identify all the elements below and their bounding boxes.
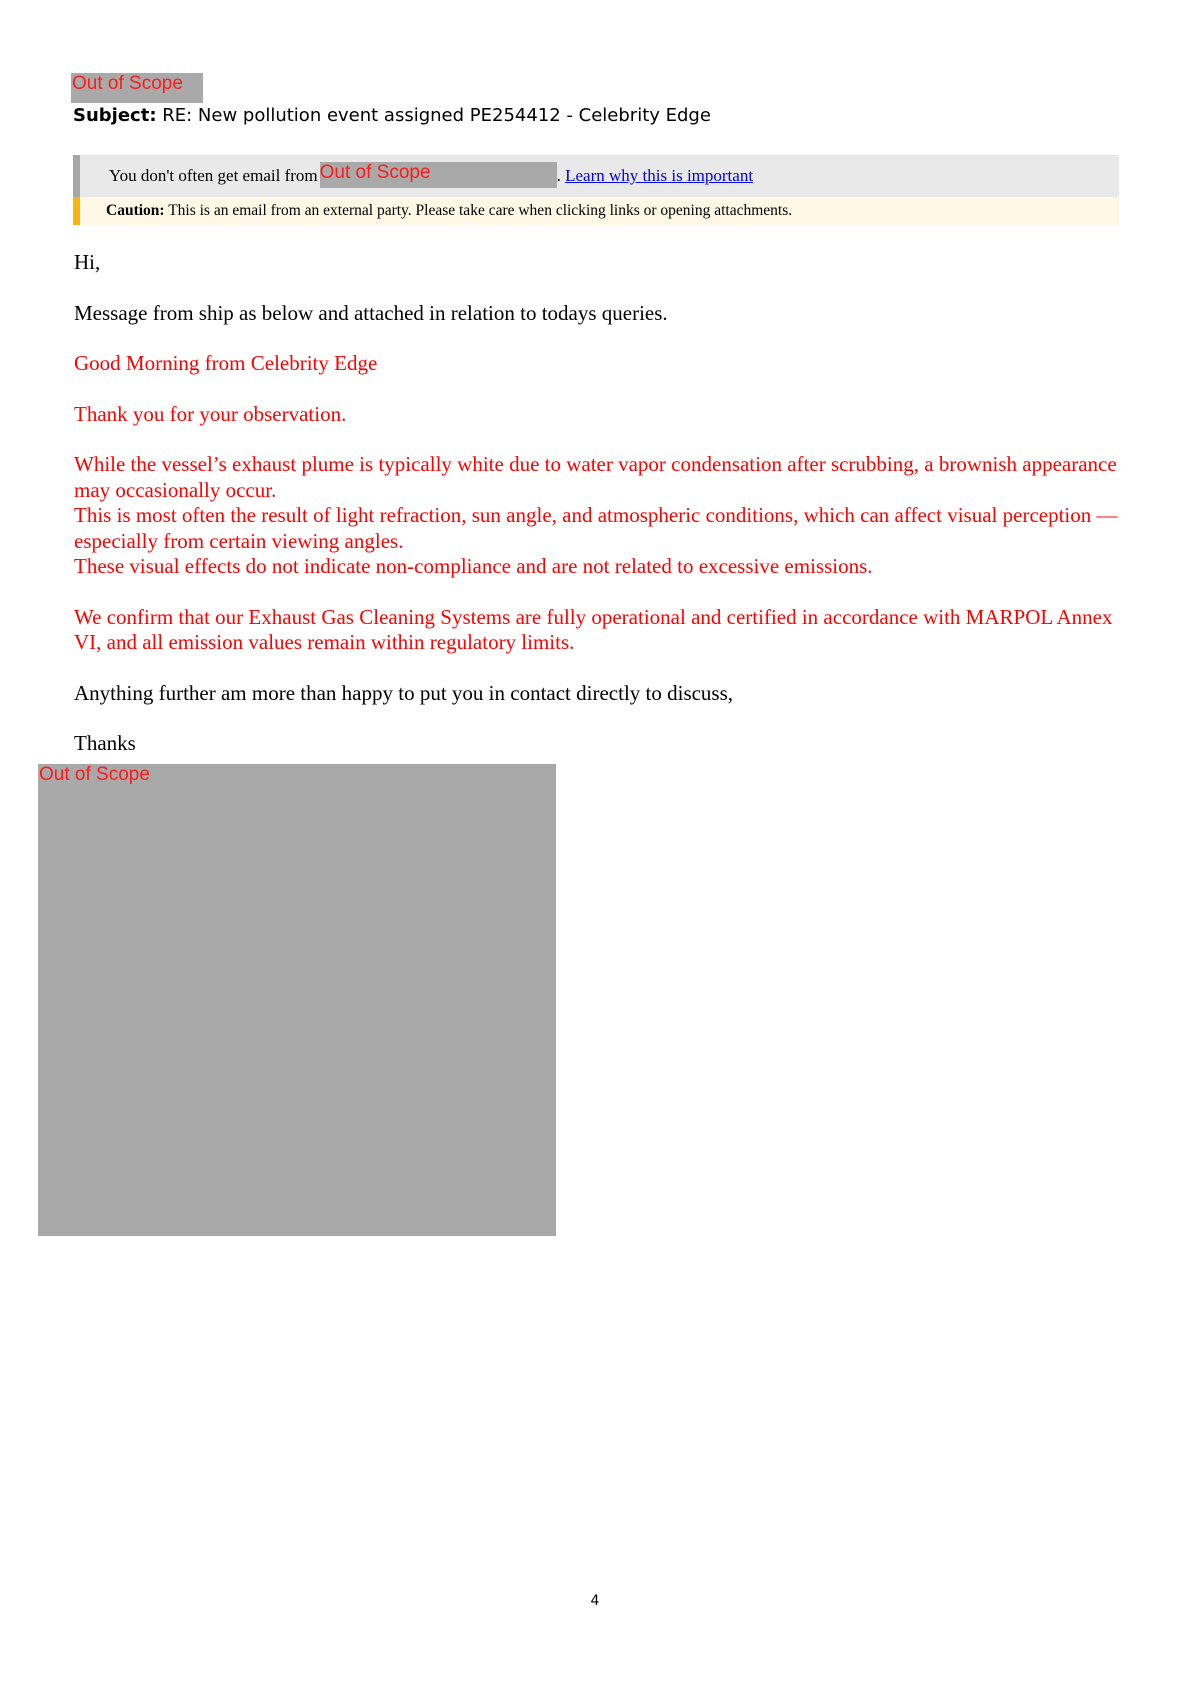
- explanation-line-3: These visual effects do not indicate non-compliance and are not related to excessive emissions.: [74, 554, 873, 578]
- page-number: 4: [590, 1593, 600, 1609]
- email-subject: [73, 103, 711, 129]
- sender-redaction: Out of Scope: [71, 73, 203, 103]
- subject-text: RE: New pollution event assigned PE254412 - Celebrity Edge: [162, 105, 711, 126]
- explanation-line-2: This is most often the result of light refraction, sun angle, and atmospheric conditions, which can affect visual perception — especially from certain viewing angles.: [74, 503, 1118, 553]
- email-body: [74, 250, 1124, 782]
- notice-text: You don't often get email from: [109, 166, 318, 185]
- intro-paragraph: Message from ship as below and attached in relation to todays queries.: [74, 300, 668, 325]
- greeting: Hi,: [74, 250, 101, 274]
- notice-redaction: Out of Scope: [320, 162, 557, 188]
- signature-redaction: Out of Scope: [38, 764, 556, 1236]
- caution-label: Caution:: [106, 202, 165, 219]
- first-contact-notice: [73, 155, 1119, 197]
- caution-text: This is an email from an external party. Please take care when clicking links or opening attachments.: [168, 202, 793, 219]
- explanation-line-1: While the vessel’s exhaust plume is typically white due to water vapor condensation after scrubbing, a brownish appearance may occasionally occur.: [74, 452, 1117, 502]
- notice-separator: .: [556, 166, 561, 185]
- ship-greeting: Good Morning from Celebrity Edge: [74, 351, 378, 375]
- confirmation-paragraph: We confirm that our Exhaust Gas Cleaning Systems are fully operational and certified in accordance with MARPOL Annex VI, and all emission values remain within regulatory limits.: [74, 604, 1113, 654]
- learn-why-link[interactable]: Learn why this is important: [565, 166, 754, 185]
- closing-paragraph: Anything further am more than happy to put you in contact directly to discuss,: [74, 680, 734, 705]
- explanation-paragraph: [74, 452, 1124, 580]
- signoff: Thanks: [74, 731, 136, 755]
- external-caution-banner: [73, 197, 1119, 225]
- thanks-observation: Thank you for your observation.: [74, 401, 347, 426]
- subject-label: Subject:: [73, 105, 157, 126]
